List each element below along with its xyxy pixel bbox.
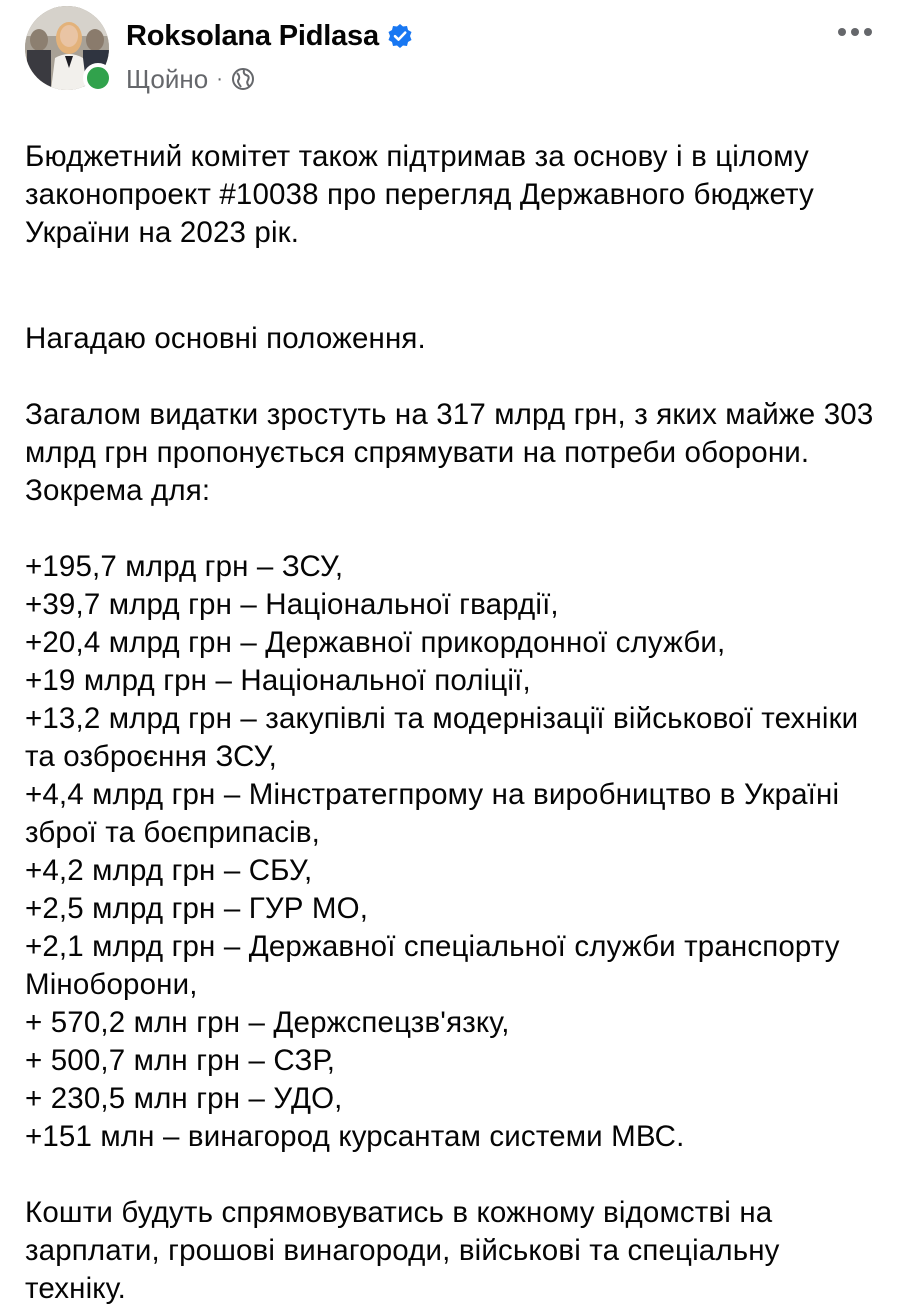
author-row bbox=[126, 16, 413, 56]
author-avatar[interactable] bbox=[25, 6, 109, 90]
post-meta bbox=[126, 62, 255, 96]
intro-text: Бюджетний комітет також підтримав за основу і в цілому законопроект #10038 про перегляд Державного бюджету України на 2023 рік. bbox=[25, 140, 814, 249]
list-item: +2,5 млрд грн – ГУР МО, bbox=[25, 891, 369, 925]
list-item: + 570,2 млн грн – Держспецзв'язку, bbox=[25, 1005, 510, 1039]
post-timestamp[interactable]: Щойно bbox=[126, 63, 209, 94]
more-options-icon bbox=[837, 27, 873, 37]
list-item: +151 млн – винагород курсантам системи МВС. bbox=[25, 1119, 685, 1153]
reminder-paragraph: Нагадаю основні положення. bbox=[25, 321, 426, 355]
intro-paragraph bbox=[25, 100, 881, 138]
list-item: +195,7 млрд грн – ЗСУ, bbox=[25, 549, 344, 583]
ukraine-flag-icon bbox=[25, 105, 58, 131]
online-status-indicator bbox=[83, 63, 113, 93]
post-text bbox=[25, 100, 881, 1308]
list-item: +4,4 млрд грн – Мінстратегпрому на виробництво в Україні зброї та боєприпасів, bbox=[25, 777, 840, 849]
meta-separator: · bbox=[216, 67, 223, 90]
verified-badge-icon bbox=[387, 23, 413, 49]
list-item: +19 млрд грн – Національної поліції, bbox=[25, 663, 531, 697]
list-item: +13,2 млрд грн – закупівлі та модернізації військової техніки та озброєння ЗСУ, bbox=[25, 701, 859, 773]
spending-list bbox=[25, 548, 881, 1156]
author-name[interactable]: Roksolana Pidlasa bbox=[126, 20, 379, 52]
list-item: +39,7 млрд грн – Національної гвардії, bbox=[25, 587, 559, 621]
globe-icon[interactable] bbox=[231, 67, 255, 91]
more-options-button[interactable] bbox=[835, 14, 875, 50]
summary-paragraph: Загалом видатки зростуть на 317 млрд грн, з яких майже 303 млрд грн пропонується спрямувати на потреби оборони. Зокрема для: bbox=[25, 397, 874, 507]
closing-paragraph: Кошти будуть спрямовуватись в кожному відомстві на зарплати, грошові винагороди, військові та спеціальну техніку. bbox=[25, 1195, 780, 1305]
list-item: + 230,5 млн грн – УДО, bbox=[25, 1081, 343, 1115]
post-header bbox=[25, 6, 875, 96]
list-item: + 500,7 млн грн – СЗР, bbox=[25, 1043, 336, 1077]
list-item: +2,1 млрд грн – Державної спеціальної служби транспорту Міноборони, bbox=[25, 929, 840, 1001]
list-item: +4,2 млрд грн – СБУ, bbox=[25, 853, 313, 887]
list-item: +20,4 млрд грн – Державної прикордонної служби, bbox=[25, 625, 726, 659]
